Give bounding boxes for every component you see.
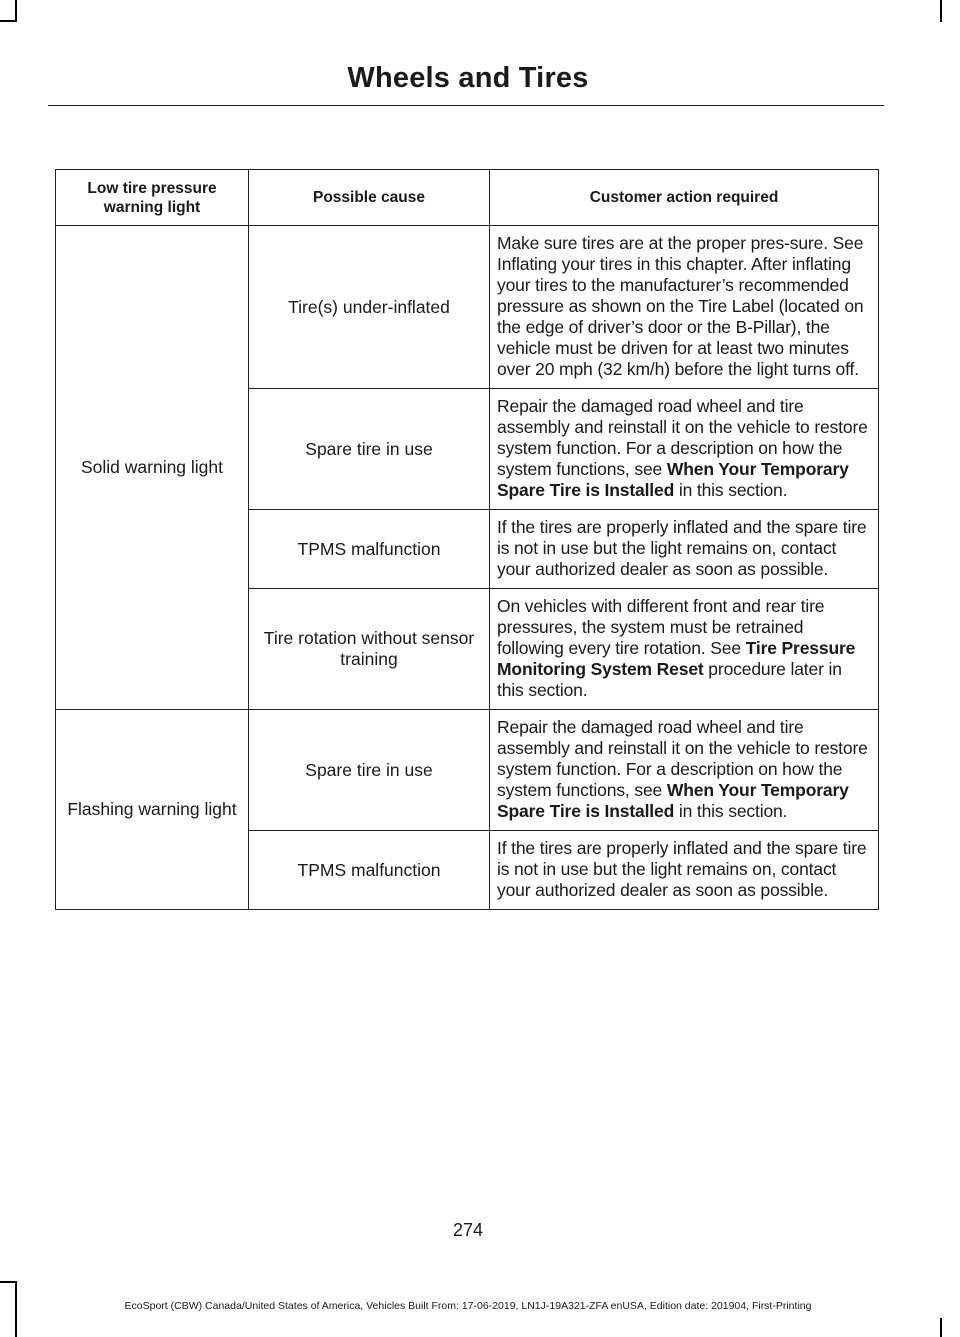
edition-footer: EcoSport (CBW) Canada/United States of America, Vehicles Built From: 17-06-2019, LN1J-19A321-ZFA enUSA, Edition date: 201904, First-Printing <box>124 1300 812 1312</box>
action-text: in this section. <box>674 801 788 821</box>
page-number: 274 <box>452 1220 484 1240</box>
crop-mark-top-left-v <box>15 0 17 22</box>
table-row <box>56 226 879 389</box>
action-text: procedure later in this section. <box>497 659 842 700</box>
header-divider <box>48 105 884 106</box>
header-possible-cause: Possible cause <box>249 170 490 226</box>
cause-cell: Tire(s) under-inflated <box>249 226 490 389</box>
cross-reference: When Your Temporary Spare Tire is Installed <box>497 459 849 500</box>
cause-cell: Tire rotation without sensor training <box>249 589 490 710</box>
crop-mark-top-right-v <box>940 0 942 22</box>
cause-cell: TPMS malfunction <box>249 510 490 589</box>
header-warning-light: Low tire pressure warning light <box>56 170 249 226</box>
cause-cell: Spare tire in use <box>249 389 490 510</box>
action-text: Repair the damaged road wheel and tire assembly and reinstall it on the vehicle to restore system function. For a description on how the system functions, see <box>497 396 868 479</box>
action-text: in this section. <box>674 480 788 500</box>
action-cell <box>490 589 879 710</box>
action-cell: If the tires are properly inflated and the spare tire is not in use but the light remains on, contact your authorized dealer as soon as possible. <box>490 831 879 910</box>
table-header-row <box>56 170 879 226</box>
cause-cell: TPMS malfunction <box>249 831 490 910</box>
action-cell <box>490 389 879 510</box>
cause-cell: Spare tire in use <box>249 710 490 831</box>
header-customer-action: Customer action required <box>490 170 879 226</box>
flashing-warning-light-label: Flashing warning light <box>56 710 249 910</box>
page-title: Wheels and Tires <box>347 62 589 94</box>
cross-reference: When Your Temporary Spare Tire is Installed <box>497 780 849 821</box>
tpms-warning-table <box>55 169 879 910</box>
crop-mark-bottom-right-v <box>940 1318 942 1337</box>
solid-warning-light-label: Solid warning light <box>56 226 249 710</box>
crop-mark-top-left-h <box>0 20 17 22</box>
action-text: On vehicles with different front and rear tire pressures, the system must be retrained following every tire rotation. See <box>497 596 825 658</box>
action-text: Repair the damaged road wheel and tire assembly and reinstall it on the vehicle to restore system function. For a description on how the system functions, see <box>497 717 868 800</box>
table-row <box>56 710 879 831</box>
action-cell: If the tires are properly inflated and the spare tire is not in use but the light remains on, contact your authorized dealer as soon as possible. <box>490 510 879 589</box>
action-cell: Make sure tires are at the proper pres-sure. See Inflating your tires in this chapter. After inflating your tires to the manufacturer’s recommended pressure as shown on the Tire Label (located on the edge of driver’s door or the B-Pillar), the vehicle must be driven for at least two minutes over 20 mph (32 km/h) before the light turns off. <box>490 226 879 389</box>
action-cell <box>490 710 879 831</box>
crop-mark-bottom-left-h <box>0 1281 17 1283</box>
cross-reference: Tire Pressure Monitoring System Reset <box>497 638 856 679</box>
